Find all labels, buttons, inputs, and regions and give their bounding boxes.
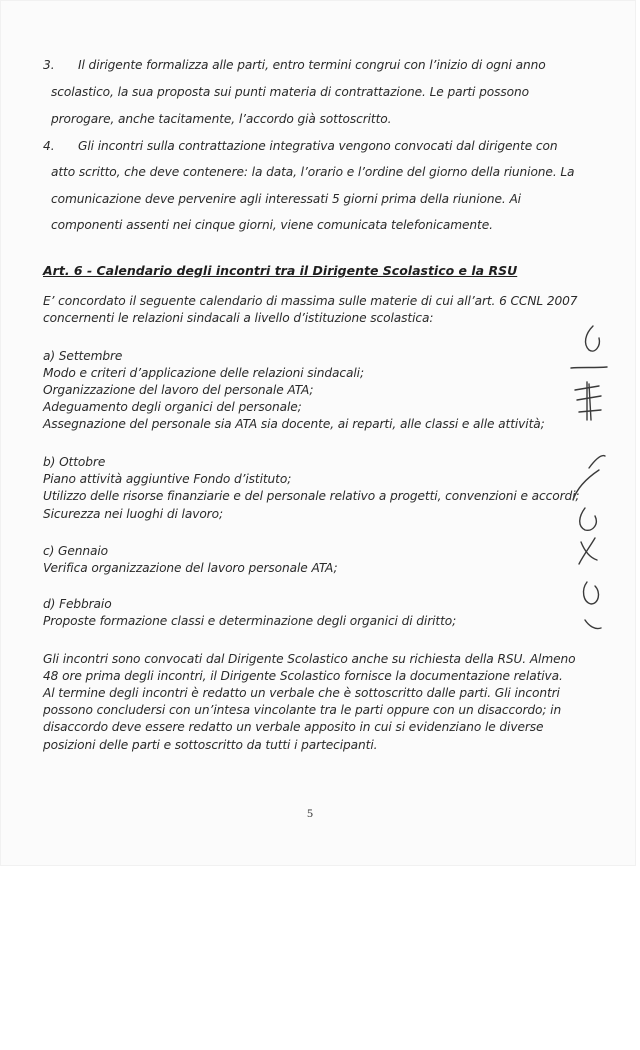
item-3-line-1: Il dirigente formalizza alle parti, entro termini congrui con l’inizio di ogni anno: [78, 58, 546, 72]
ottobre-line-3: Sicurezza nei luoghi di lavoro;: [43, 507, 223, 521]
item-4-line-3: comunicazione deve pervenire agli interessati 5 giorni prima della riunione. Ai: [51, 192, 521, 206]
gennaio-line-1: Verifica organizzazione del lavoro personale ATA;: [43, 561, 338, 575]
closing-line-2: 48 ore prima degli incontri, il Dirigente Scolastico fornisce la documentazione relativa.: [43, 669, 563, 683]
page-number: 5: [307, 806, 313, 820]
item-number: 3.: [43, 58, 55, 72]
item-3-line-2: scolastico, la sua proposta sui punti materia di contrattazione. Le parti possono: [51, 85, 529, 99]
closing-line-6: posizioni delle parti e sottoscritto da tutti i partecipanti.: [43, 738, 378, 752]
closing-line-5: disaccordo deve essere redatto un verbale apposito in cui si evidenziano le diverse: [43, 720, 544, 734]
article-heading: Art. 6 - Calendario degli incontri tra il Dirigente Scolastico e la RSU: [43, 263, 518, 278]
handwritten-signature-marks: [565, 320, 610, 650]
ottobre-line-2: Utilizzo delle risorse finanziarie e del personale relativo a progetti, convenzioni e accordi;: [43, 489, 580, 503]
closing-line-4: possono concludersi con un’intesa vincolante tra le parti oppure con un disaccordo; in: [43, 703, 562, 717]
settembre-line-1: Modo e criteri d’applicazione delle relazioni sindacali;: [43, 366, 364, 380]
month-label-settembre: a) Settembre: [43, 349, 123, 363]
item-4-line-1: Gli incontri sulla contrattazione integrativa vengono convocati dal dirigente con: [78, 139, 558, 153]
closing-line-1: Gli incontri sono convocati dal Dirigente Scolastico anche su richiesta della RSU. Almeno: [43, 652, 576, 666]
item-4-line-4: componenti assenti nei cinque giorni, viene comunicata telefonicamente.: [51, 218, 493, 232]
closing-line-3: Al termine degli incontri è redatto un verbale che è sottoscritto dalle parti. Gli incontri: [43, 686, 560, 700]
month-label-gennaio: c) Gennaio: [43, 544, 109, 558]
item-3-line-3: prorogare, anche tacitamente, l’accordo già sottoscritto.: [51, 112, 392, 126]
item-4-line-2: atto scritto, che deve contenere: la data, l’orario e l’ordine del giorno della riunione. La: [51, 165, 575, 179]
intro-line-2: concernenti le relazioni sindacali a livello d’istituzione scolastica:: [43, 311, 434, 325]
ottobre-line-1: Piano attività aggiuntive Fondo d’istituto;: [43, 472, 292, 486]
month-label-ottobre: b) Ottobre: [43, 455, 106, 469]
febbraio-line-1: Proposte formazione classi e determinazione degli organici di diritto;: [43, 614, 457, 628]
month-label-febbraio: d) Febbraio: [43, 597, 112, 611]
settembre-line-3: Adeguamento degli organici del personale;: [43, 400, 302, 414]
settembre-line-2: Organizzazione del lavoro del personale ATA;: [43, 383, 314, 397]
item-number: 4.: [43, 139, 55, 153]
settembre-line-4: Assegnazione del personale sia ATA sia docente, ai reparti, alle classi e alle attività;: [43, 417, 545, 431]
intro-line-1: E’ concordato il seguente calendario di massima sulle materie di cui all’art. 6 CCNL 2007: [43, 294, 578, 308]
